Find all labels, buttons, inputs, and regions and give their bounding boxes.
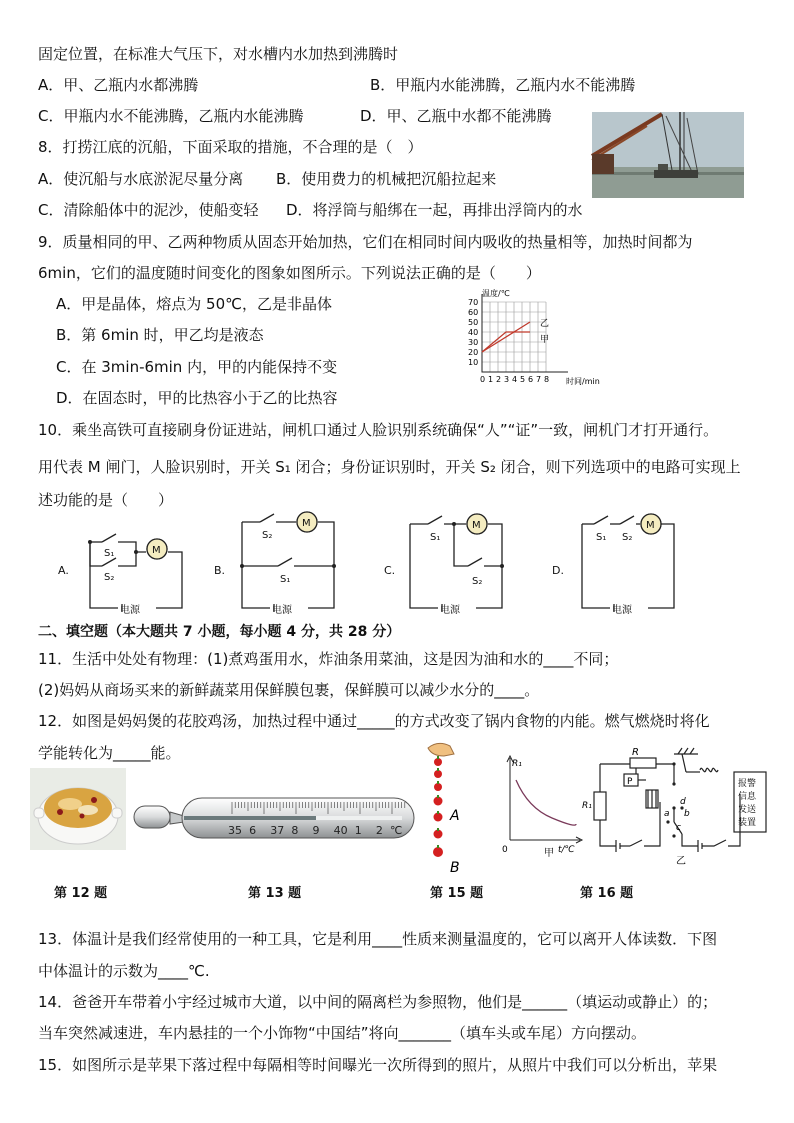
alarm-text-4: 装置 [738,818,757,828]
circuit-option-a-label: A. [58,564,69,577]
chart-x-tick-label: 8 [544,375,550,384]
circuit-b-s2: S₂ [262,530,273,541]
chart-y-tick-label: 50 [468,318,479,327]
q7-option-b: B．甲瓶内水能沸腾，乙瓶内水不能沸腾 [370,76,636,94]
chart-series-label-jia: 甲 [540,335,550,345]
q8-option-c: C．清除船体中的泥沙，使船变轻 [38,201,259,219]
circuit-a-s1: S₁ [104,548,115,559]
thermometer-scale-label: 1 [354,824,362,837]
chart-x-tick-label: 4 [512,375,518,384]
q10-stem-line3: 述功能的是（ ） [38,491,174,509]
q7-option-c: C．甲瓶内水不能沸腾，乙瓶内水能沸腾 [38,107,304,125]
fig16-a-label: a [664,809,670,819]
q14-line1: 14．爸爸开车带着小宇经过城市大道，以中间的隔离栏为参照物，他们是______（填运动或静止）的； [38,993,718,1011]
chart-y-tick-label: 60 [468,308,479,317]
soup-photo [30,768,126,850]
circuit-d-motor: M [646,520,655,531]
q7-option-d: D．甲、乙瓶中水都不能沸腾 [360,107,552,125]
falling-apple-figure [424,740,480,876]
circuit-c-power: 电源 [440,605,460,616]
fig16-c-label: c [676,823,681,833]
q9-option-a: A．甲是晶体，熔点为 50℃，乙是非晶体 [56,295,332,313]
circuit-a-power: 电源 [120,605,140,616]
q8-option-a: A．使沉船与水底淤泥尽量分离 [38,170,244,188]
thermometer-unit: ℃ [390,824,403,837]
chart-x-tick-label: 7 [536,375,542,384]
chart-x-axis-label: 时间/min [566,377,600,386]
fig16-t-axis: t/℃ [558,845,575,855]
fig16-p-label: P [627,777,633,787]
q8-option-b: B．使用费力的机械把沉船拉起来 [276,170,497,188]
circuit-d-s2: S₂ [622,532,633,543]
fig16-jia-graph [492,752,584,858]
circuit-b-power: 电源 [272,605,292,616]
q11-line1: 11．生活中处处有物理：(1)煮鸡蛋用水，炸油条用菜油，这是因为油和水的____不同； [38,650,619,668]
point-b-label: B [450,860,460,876]
caption-q15: 第 15 题 [430,886,484,901]
q14-line2: 当车突然减速进，车内悬挂的一个小饰物“中国结”将向_______（填车头或车尾）方向摆动。 [38,1024,647,1042]
q11-line2: (2)妈妈从商场买来的新鲜蔬菜用保鲜膜包裹，保鲜膜可以减少水分的____。 [38,681,540,699]
q10-stem-line2: 用代表 M 闸门，人脸识别时，开关 S₁ 闭合；身份证识别时，开关 S₂ 闭合，则下列选项中的电路可实现上 [38,458,741,476]
fig16-jia-label: 甲 [544,848,554,859]
thermometer-scale-label: 37 [270,824,285,837]
fig16-yi-label: 乙 [676,856,686,867]
chart-x-tick-label: 2 [496,375,502,384]
alarm-text-3: 发送 [738,805,757,815]
q8-option-d: D．将浮筒与船绑在一起，再排出浮筒内的水 [286,201,583,219]
clinical-thermometer [132,792,418,846]
q12-line1: 12．如图是妈妈煲的花胶鸡汤，加热过程中通过_____的方式改变了锅内食物的内能。燃气燃烧时将化 [38,712,710,730]
caption-q16: 第 16 题 [580,886,634,901]
q9-stem-line2: 6min，它们的温度随时间变化的图象如图所示。下列说法正确的是（ ） [38,264,541,282]
thermometer-scale-label: 8 [291,824,299,837]
circuit-option-d-label: D. [552,564,564,577]
fig16-d-label: d [680,797,686,807]
q8-salvage-photo [592,112,744,198]
circuit-d-s1: S₁ [596,532,607,543]
circuit-c-motor: M [472,520,481,531]
circuit-a-s2: S₂ [104,572,115,583]
chart-x-tick-label: 1 [488,375,494,384]
q15-line1: 15．如图所示是苹果下落过程中每隔相等时间曝光一次所得到的照片，从照片中我们可以分析出，苹果 [38,1056,718,1074]
chart-axes [482,294,568,372]
chart-x-tick-label: 0 [480,375,486,384]
q10-circuit-options [56,512,696,620]
fig16-yi-alarm-circuit [582,746,768,867]
q8-stem: 8．打捞江底的沉船，下面采取的措施，不合理的是（ ） [38,138,423,156]
chart-y-tick-label: 70 [468,298,479,307]
q7-stem-continuation: 固定位置，在标准大气压下，对水槽内水加热到沸腾时 [38,45,399,63]
thermometer-scale-label: 9 [312,824,320,837]
chart-y-tick-label: 30 [468,338,479,347]
section-title-fill-in: 二、填空题（本大题共 7 小题，每小题 4 分，共 28 分） [38,624,401,640]
chart-y-tick-label: 10 [468,358,479,367]
alarm-text-2: 信息 [738,792,757,802]
q9-option-d: D．在固态时，甲的比热容小于乙的比热容 [56,389,338,407]
circuit-option-c-label: C. [384,564,396,577]
chart-series-label-yi: 乙 [540,319,550,329]
circuit-b-motor: M [302,518,311,529]
chart-y-axis-label: 温度/℃ [482,289,510,298]
chart-x-tick-label: 5 [520,375,526,384]
fig16-origin: 0 [502,845,508,855]
fig16-r-label: R [632,747,639,758]
circuit-a-motor: M [152,545,161,556]
alarm-text-1: 报警 [738,779,757,789]
fig16-r1-label: R₁ [582,801,592,811]
q13-line1: 13．体温计是我们经常使用的一种工具，它是利用____性质来测量温度的，它可以离开人体读数．下图 [38,930,718,948]
q12-line2: 学能转化为_____能。 [38,744,181,762]
q13-line2: 中体温计的示数为____℃. [38,962,210,980]
circuit-c-s1: S₁ [430,532,441,543]
thermometer-scale-label: 35 [228,824,242,837]
thermometer-scale-label: 2 [375,824,383,837]
q9-option-b: B．第 6min 时，甲乙均是液态 [56,326,264,344]
thermometer-scale-label: 6 [249,824,257,837]
point-a-label: A [450,808,460,824]
circuit-b-s1: S₁ [280,574,291,585]
thermometer-scale-label: 40 [333,824,348,837]
fig16-r1-axis: R₁ [512,759,522,769]
q9-option-c: C．在 3min-6min 内，甲的内能保持不变 [56,358,338,376]
chart-y-tick-label: 40 [468,328,479,337]
circuit-d-power: 电源 [612,605,632,616]
caption-q12: 第 12 题 [54,886,108,901]
q10-stem-line1: 10．乘坐高铁可直接刷身份证进站，闸机口通过人脸识别系统确保“人”“证”一致，闸机门才打开通行。 [38,421,719,439]
caption-q13: 第 13 题 [248,886,302,901]
q7-option-a: A．甲、乙瓶内水都沸腾 [38,76,199,94]
fig16-b-label: b [684,809,690,819]
q9-stem-line1: 9．质量相同的甲、乙两种物质从固态开始加热，它们在相同时间内吸收的热量相等，加热时间都为 [38,233,693,251]
circuit-option-b-label: B. [214,564,226,577]
chart-x-tick-label: 6 [528,375,534,384]
chart-x-tick-label: 3 [504,375,510,384]
circuit-c-s2: S₂ [472,576,483,587]
q9-temperature-chart [462,284,612,402]
chart-y-tick-label: 20 [468,348,479,357]
